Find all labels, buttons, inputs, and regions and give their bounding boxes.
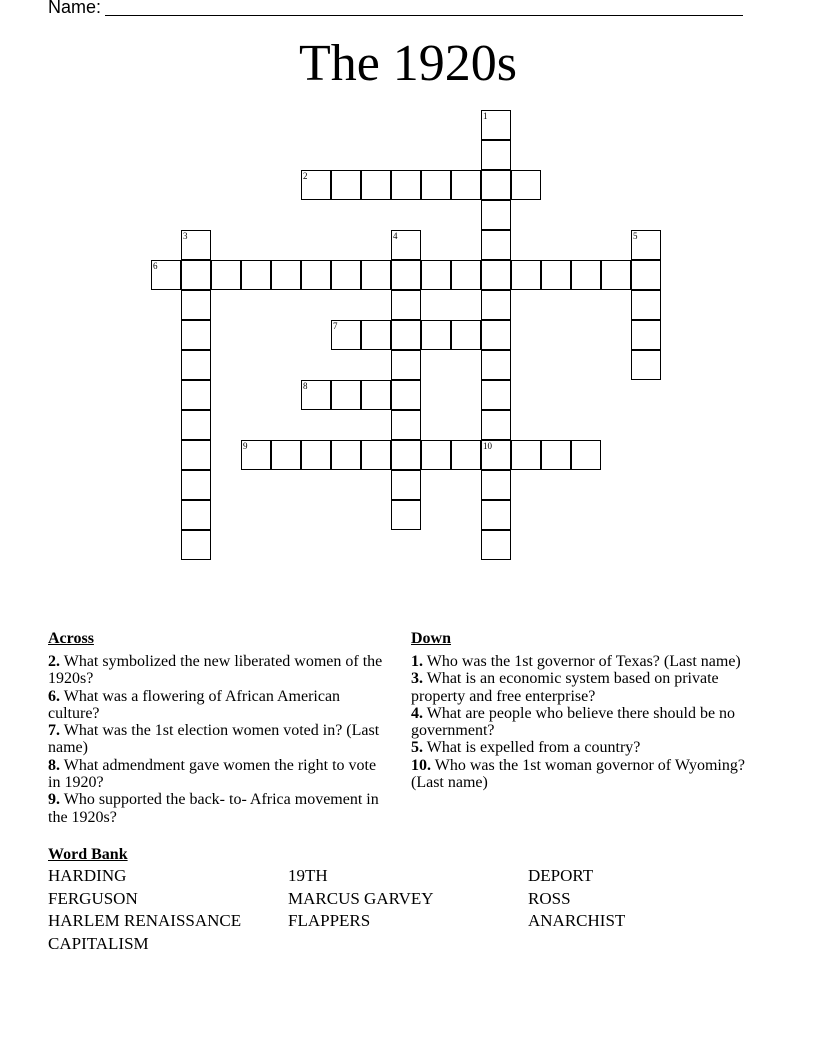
word-bank-item: FERGUSON xyxy=(48,888,138,908)
crossword-cell[interactable] xyxy=(481,170,511,200)
crossword-cell[interactable] xyxy=(481,440,511,470)
name-label: Name: xyxy=(48,0,102,17)
crossword-cell[interactable] xyxy=(541,260,571,290)
clue-number: 5 xyxy=(633,231,638,241)
crossword-cell[interactable] xyxy=(571,260,601,290)
crossword-cell[interactable] xyxy=(181,260,211,290)
clue-text: What was the 1st election women voted in? (Last name) xyxy=(48,722,380,757)
crossword-cell[interactable] xyxy=(181,320,211,350)
crossword-cell[interactable] xyxy=(421,260,451,290)
clue-number: 10 xyxy=(483,441,492,451)
word-bank-item: MARCUS GARVEY xyxy=(288,888,434,908)
crossword-cell[interactable] xyxy=(481,290,511,320)
clue-text: What is an economic system based on private property and free enterprise? xyxy=(411,670,719,705)
clue-number: 1 xyxy=(483,111,488,121)
crossword-cell[interactable] xyxy=(181,530,211,560)
crossword-cell[interactable] xyxy=(481,530,511,560)
word-bank-item: FLAPPERS xyxy=(288,911,371,931)
crossword-cell[interactable] xyxy=(481,320,511,350)
crossword-cell[interactable] xyxy=(181,230,211,260)
across-clue xyxy=(48,757,388,792)
crossword-cell[interactable] xyxy=(391,350,421,380)
crossword-cell[interactable] xyxy=(511,440,541,470)
crossword-cell[interactable] xyxy=(181,410,211,440)
crossword-cell[interactable] xyxy=(331,170,361,200)
clue-number: 8 xyxy=(303,381,308,391)
clue-text: Who supported the back- to- Africa movement in the 1920s? xyxy=(48,791,379,826)
clue-text: What symbolized the new liberated women of the 1920s? xyxy=(48,653,383,688)
crossword-cell[interactable] xyxy=(481,200,511,230)
crossword-cell[interactable] xyxy=(361,440,391,470)
crossword-cell[interactable] xyxy=(391,440,421,470)
word-bank-item: DEPORT xyxy=(528,866,594,885)
crossword-cell[interactable] xyxy=(421,320,451,350)
crossword-cell[interactable] xyxy=(631,320,661,350)
crossword-cell[interactable] xyxy=(391,290,421,320)
clue-number-label: 3. xyxy=(411,670,423,688)
down-clue xyxy=(411,670,751,705)
crossword-cell[interactable] xyxy=(451,170,481,200)
crossword-cell[interactable] xyxy=(481,410,511,440)
clue-text: What is expelled from a country? xyxy=(423,739,641,757)
page-title: The 1920s xyxy=(298,35,518,92)
crossword-cell[interactable] xyxy=(331,440,361,470)
crossword-cell[interactable] xyxy=(511,260,541,290)
crossword-cell[interactable] xyxy=(361,170,391,200)
clue-text: What admendment gave women the right to vote in 1920? xyxy=(48,756,377,792)
down-clue xyxy=(411,705,751,740)
crossword-cell[interactable] xyxy=(631,230,661,260)
clue-number: 7 xyxy=(333,321,338,331)
clue-number: 6 xyxy=(153,261,158,271)
crossword-cell[interactable] xyxy=(391,500,421,530)
crossword-cell[interactable] xyxy=(151,260,181,290)
crossword-cell[interactable] xyxy=(481,260,511,290)
crossword-cell[interactable] xyxy=(361,380,391,410)
clue-number-label: 10. xyxy=(411,756,431,774)
crossword-cell[interactable] xyxy=(181,380,211,410)
clue-number-label: 9. xyxy=(48,791,60,809)
word-bank-heading: Word Bank xyxy=(48,846,128,863)
crossword-cell[interactable] xyxy=(391,170,421,200)
word-bank-item: ROSS xyxy=(528,888,571,908)
word-bank-item: ANARCHIST xyxy=(528,911,626,931)
down-clues xyxy=(411,629,751,791)
down-clue-list xyxy=(411,653,751,791)
word-bank-item: 19TH xyxy=(288,866,328,885)
crossword-cell[interactable] xyxy=(331,320,361,350)
crossword-cell[interactable] xyxy=(271,260,301,290)
crossword-cell[interactable] xyxy=(181,290,211,320)
crossword-cell[interactable] xyxy=(181,440,211,470)
crossword-cell[interactable] xyxy=(541,440,571,470)
down-heading: Down xyxy=(411,630,452,647)
crossword-cell[interactable] xyxy=(481,140,511,170)
crossword-cell[interactable] xyxy=(421,170,451,200)
across-clue xyxy=(48,688,388,723)
crossword-cell[interactable] xyxy=(631,290,661,320)
clue-text: Who was the 1st governor of Texas? (Last name) xyxy=(423,653,741,670)
clue-number: 4 xyxy=(393,231,398,241)
crossword-cell[interactable] xyxy=(301,380,331,410)
crossword-cell[interactable] xyxy=(241,260,271,290)
crossword-cell[interactable] xyxy=(481,470,511,500)
down-clue xyxy=(411,739,751,756)
clue-number: 3 xyxy=(183,231,188,241)
crossword-cell[interactable] xyxy=(301,170,331,200)
crossword-cell[interactable] xyxy=(451,260,481,290)
crossword-cell[interactable] xyxy=(631,350,661,380)
crossword-cell[interactable] xyxy=(481,380,511,410)
crossword-cell[interactable] xyxy=(451,320,481,350)
crossword-cell[interactable] xyxy=(481,350,511,380)
crossword-cell[interactable] xyxy=(331,380,361,410)
crossword-cell[interactable] xyxy=(601,260,631,290)
crossword-cell[interactable] xyxy=(631,260,661,290)
word-bank-item: HARDING xyxy=(48,866,127,885)
clue-number-label: 8. xyxy=(48,756,60,774)
clue-number: 9 xyxy=(243,441,248,451)
across-heading: Across xyxy=(48,630,94,647)
crossword-cell[interactable] xyxy=(241,440,271,470)
clue-number-label: 5. xyxy=(411,739,423,757)
crossword-cell[interactable] xyxy=(511,170,541,200)
clue-number-label: 6. xyxy=(48,687,60,705)
crossword-cell[interactable] xyxy=(271,440,301,470)
crossword-cell[interactable] xyxy=(331,260,361,290)
crossword-cell[interactable] xyxy=(451,440,481,470)
across-clue xyxy=(48,653,388,688)
crossword-cell[interactable] xyxy=(481,500,511,530)
word-bank-item: CAPITALISM xyxy=(48,934,149,954)
crossword-cell[interactable] xyxy=(301,440,331,470)
crossword-cell[interactable] xyxy=(481,230,511,260)
crossword-cell[interactable] xyxy=(421,440,451,470)
across-clue-list xyxy=(48,653,388,826)
across-clue xyxy=(48,722,388,757)
clue-text: Who was the 1st woman governor of Wyoming? (Last name) xyxy=(411,756,745,792)
crossword-cell[interactable] xyxy=(571,440,601,470)
down-clue xyxy=(411,653,751,670)
crossword-cell[interactable] xyxy=(391,260,421,290)
crossword-cell[interactable] xyxy=(301,260,331,290)
clue-text: What are people who believe there should be no government? xyxy=(411,704,736,740)
crossword-cell[interactable] xyxy=(211,260,241,290)
across-clue xyxy=(48,791,388,826)
crossword-cell[interactable] xyxy=(391,380,421,410)
word-bank-item: HARLEM RENAISSANCE xyxy=(48,911,242,931)
clue-number-label: 1. xyxy=(411,653,423,670)
crossword-cell[interactable] xyxy=(361,320,391,350)
across-clues xyxy=(48,629,388,826)
clue-text: What was a flowering of African American culture? xyxy=(48,687,341,722)
clue-number-label: 4. xyxy=(411,704,423,722)
clue-number-label: 2. xyxy=(48,653,60,670)
crossword-cell[interactable] xyxy=(361,260,391,290)
clue-number-label: 7. xyxy=(48,722,60,740)
crossword-cell[interactable] xyxy=(391,320,421,350)
crossword-cell[interactable] xyxy=(391,470,421,500)
crossword-cell[interactable] xyxy=(391,410,421,440)
clue-number: 2 xyxy=(303,171,308,181)
down-clue xyxy=(411,757,751,792)
crossword-cell[interactable] xyxy=(391,230,421,260)
crossword-cell[interactable] xyxy=(181,500,211,530)
crossword-cell[interactable] xyxy=(481,110,511,140)
crossword-cell[interactable] xyxy=(181,350,211,380)
crossword-cell[interactable] xyxy=(181,470,211,500)
